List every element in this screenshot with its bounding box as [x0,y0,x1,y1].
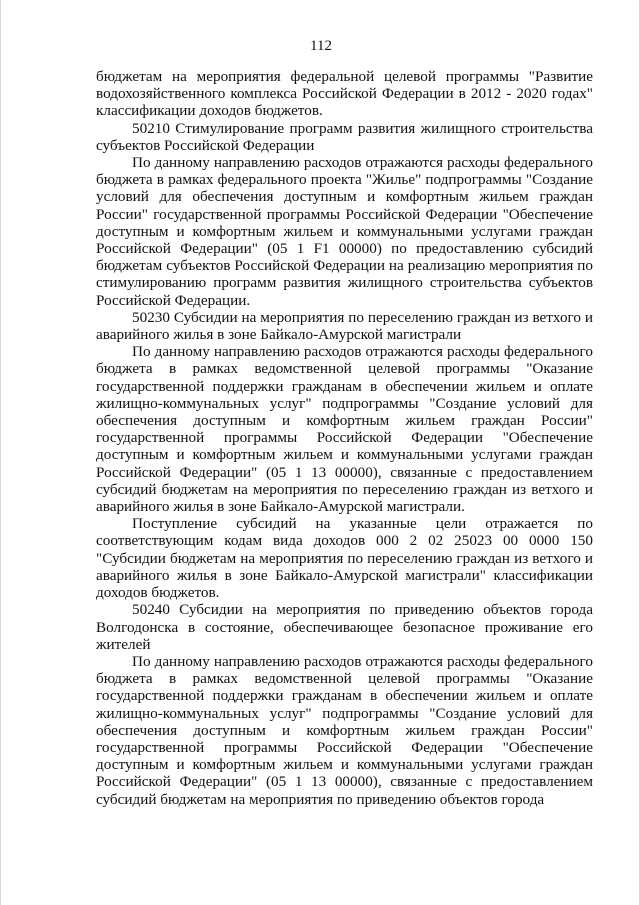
page-body [96,68,593,808]
paragraph-50230-description: По данному направлению расходов отражаются расходы федерального бюджета в рамках ведомственной целевой программы "Оказание государственной поддержки гражданам в обеспечении жильем и оплате жилищно-коммунальных услуг" подпрограммы "Создание условий для обеспечения доступным и комфортным жильем граждан России" государственной программы Российской Федерации "Обеспечение доступным и комфортным жильем и коммунальными услугами граждан Российской Федерации" (05 1 13 00000), связанные с предоставлением субсидий бюджетам на мероприятия по переселению граждан из ветхого и аварийного жилья в зоне Байкало-Амурской магистрали. [96,343,593,516]
paragraph-50210-description: По данному направлению расходов отражаются расходы федерального бюджета в рамках федерального проекта "Жилье" подпрограммы "Создание условий для обеспечения доступным и комфортным жильем граждан России" государственной программы Российской Федерации "Обеспечение доступным и комфортным жильем и коммунальными услугами граждан Российской Федерации" (05 1 F1 00000) по предоставлению субсидий бюджетам субъектов Российской Федерации на реализацию мероприятия по стимулированию программ развития жилищного строительства субъектов Российской Федерации. [96,154,593,309]
section-heading-50240: 50240 Субсидии на мероприятия по приведению объектов города Волгодонска в состояние, обеспечивающее безопасное проживание его жителей [96,601,593,653]
section-heading-50210: 50210 Стимулирование программ развития жилищного строительства субъектов Российской Федерации [96,119,593,154]
section-heading-50230: 50230 Субсидии на мероприятия по переселению граждан из ветхого и аварийного жилья в зоне Байкало-Амурской магистрали [96,308,593,344]
paragraph-50230-revenue: Поступление субсидий на указанные цели отражается по соответствующим кодам вида доходов 000 2 02 25023 00 0000 150 "Субсидии бюджетам на мероприятия по переселению граждан из ветхого и аварийного жилья в зоне Байкало-Амурской магистрали" классификации доходов бюджетов. [96,515,593,602]
paragraph-50240-description: По данному направлению расходов отражаются расходы федерального бюджета в рамках ведомственной целевой программы "Оказание государственной поддержки гражданам в обеспечении жильем и оплате жилищно-коммунальных услуг" подпрограммы "Создание условий для обеспечения доступным и комфортным жильем граждан России" государственной программы Российской Федерации "Обеспечение доступным и комфортным жильем и коммунальными услугами граждан Российской Федерации" (05 1 13 00000), связанные с предоставлением субсидий бюджетам на мероприятия по приведению объектов города [96,652,593,808]
page-number: 112 [310,38,332,54]
paragraph-continuation: бюджетам на мероприятия федеральной целевой программы "Развитие водохозяйственного комплекса Российской Федерации в 2012 - 2020 годах" классификации доходов бюджетов. [96,68,593,120]
